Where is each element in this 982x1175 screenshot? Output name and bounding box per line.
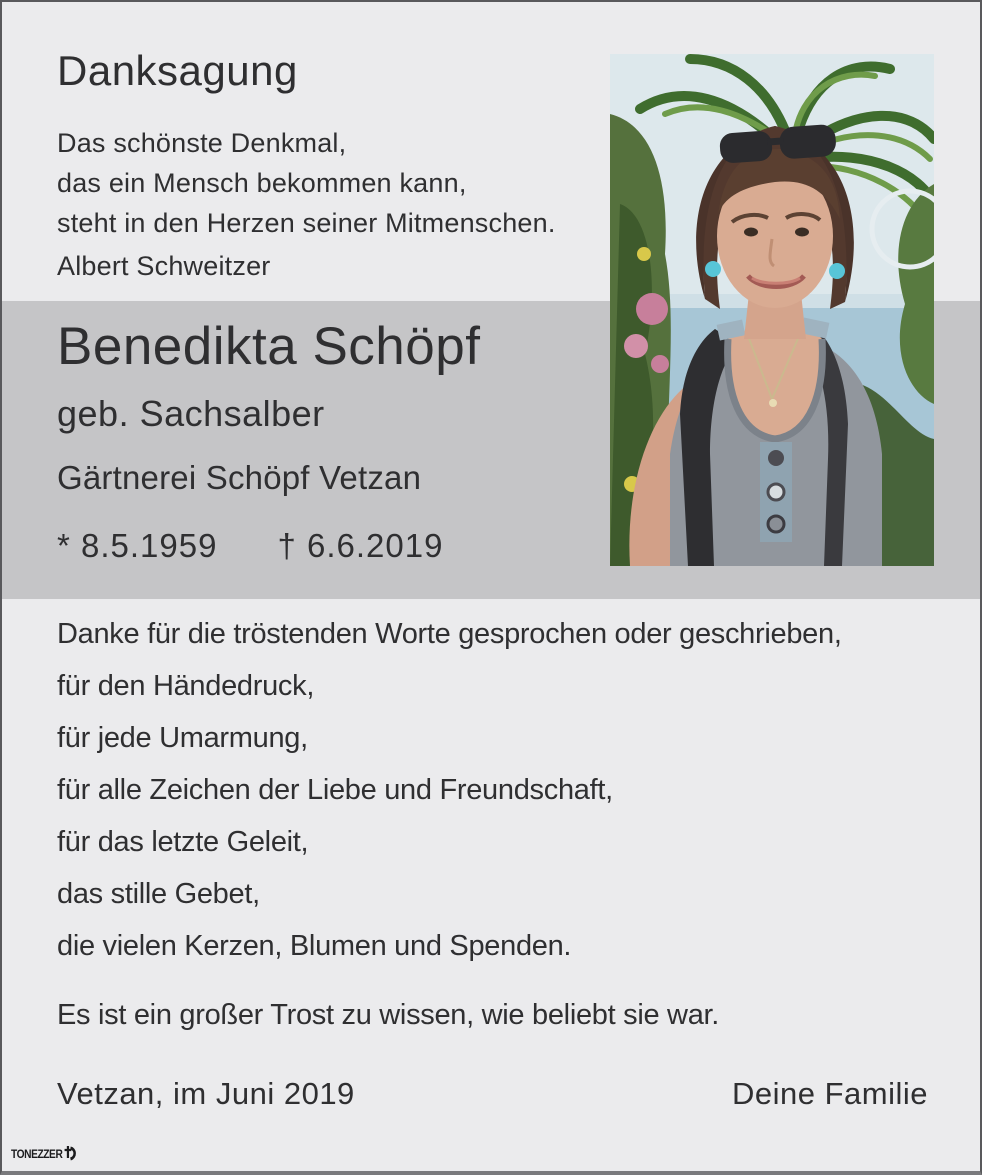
thanks-line: die vielen Kerzen, Blumen und Spenden. [57,930,572,962]
thanks-line: für alle Zeichen der Liebe und Freundschaft, [57,774,613,806]
portrait-photo [610,54,934,566]
deceased-affiliation: Gärtnerei Schöpf Vetzan [57,459,422,496]
quote-line: Das schönste Denkmal, [57,128,347,158]
thanks-text [57,608,940,972]
place-and-date: Vetzan, im Juni 2019 [57,1076,355,1111]
publisher-logo [11,1145,78,1162]
card-title: Danksagung [57,47,298,94]
memorial-quote [57,123,556,243]
thanks-line: das stille Gebet, [57,878,260,910]
deceased-name: Benedikta Schöpf [57,317,481,376]
maiden-name: geb. Sachsalber [57,393,325,434]
thanks-line: für jede Umarmung, [57,722,308,754]
family-signature: Deine Familie [731,1076,928,1111]
portrait-illustration [610,54,934,566]
quote-line: steht in den Herzen seiner Mitmenschen. [57,208,556,238]
publisher-logo-icon [63,1145,77,1162]
card-footer [57,1076,928,1112]
thanks-line: für den Händedruck, [57,670,315,702]
quote-attribution: Albert Schweitzer [57,251,271,281]
quote-line: das ein Mensch bekommen kann, [57,168,467,198]
birth-date: * 8.5.1959 [57,527,218,564]
thanks-line: für das letzte Geleit, [57,826,309,858]
life-dates [57,527,443,565]
death-date: † 6.6.2019 [277,527,444,564]
closing-sentence: Es ist ein großer Trost zu wissen, wie beliebt sie war. [57,999,720,1031]
thanks-line: Danke für die tröstenden Worte gesprochen oder geschrieben, [57,618,842,650]
publisher-name: TONEZZER [11,1146,63,1161]
